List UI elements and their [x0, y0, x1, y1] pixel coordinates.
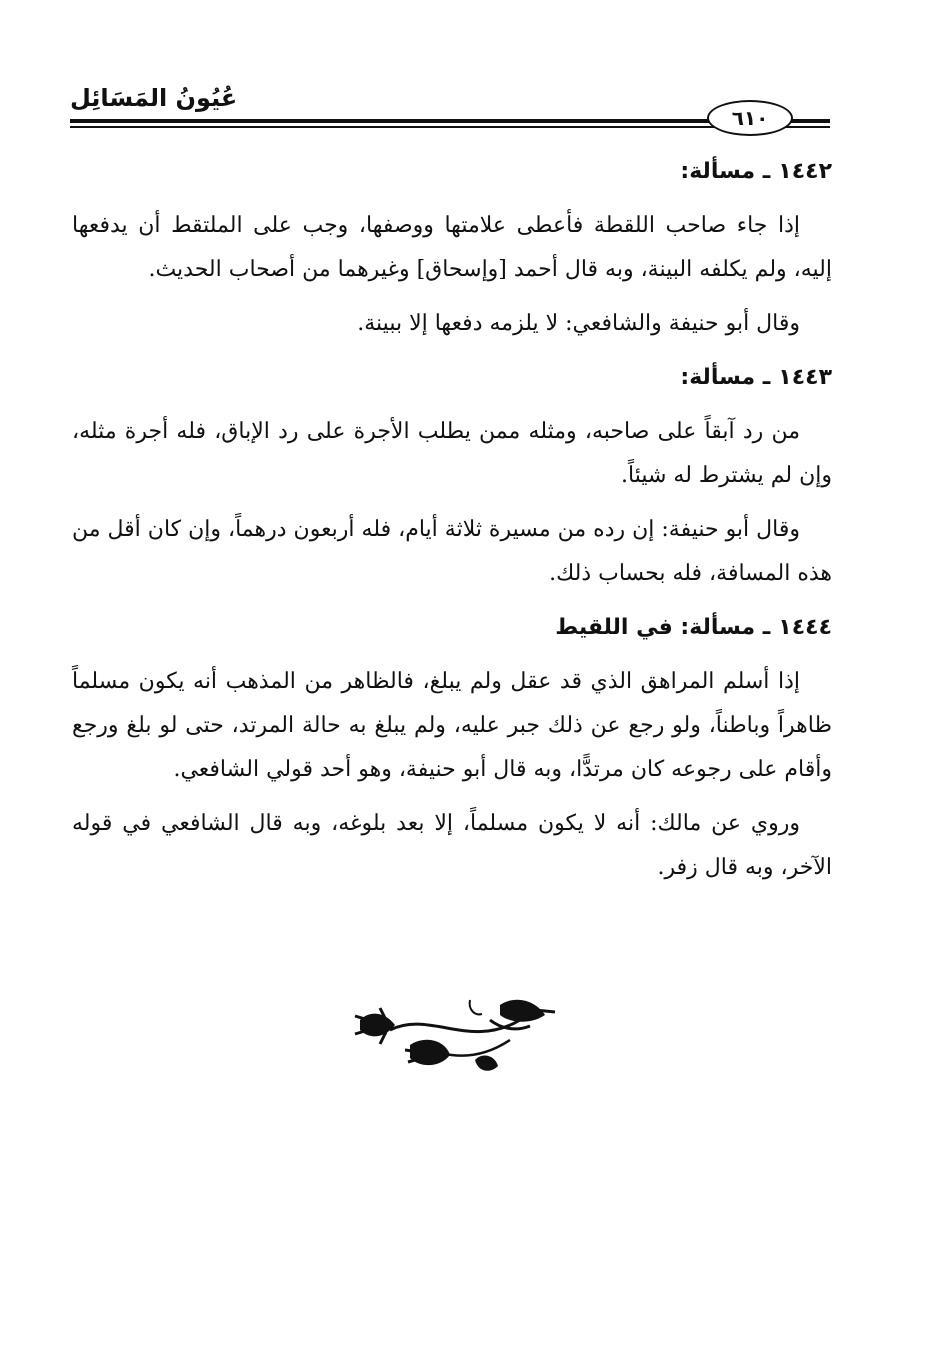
- paragraph: إذا أسلم المراهق الذي قد عقل ولم يبلغ، فالظاهر من المذهب أنه يكون مسلماً ظاهراً وباطناً، ولو رجع عن ذلك جبر عليه، ولم يبلغ به حالة المرتد، حتى لو بلغ ورجع وأقام على رجوعه كان مرتدًّا، وبه قال أبو حنيفة، وهو أحد قولي الشافعي.: [72, 669, 832, 782]
- issue-title: ـ مسألة:: [680, 159, 771, 184]
- issue-number: ١٤٤٢: [778, 159, 832, 184]
- issue-title: ـ مسألة: في اللقيط: [555, 615, 771, 640]
- paragraph: وروي عن مالك: أنه لا يكون مسلماً، إلا بعد بلوغه، وبه قال الشافعي في قوله الآخر، وبه قال زفر.: [72, 811, 832, 880]
- paragraph: من رد آبقاً على صاحبه، ومثله ممن يطلب الأجرة على رد الإباق، فله أجرة مثله، وإن لم يشترط له شيئاً.: [72, 419, 832, 488]
- page-body: [72, 150, 832, 900]
- running-head-title: عُيُونُ المَسَائِل: [70, 84, 238, 112]
- paragraph: إذا جاء صاحب اللقطة فأعطى علامتها ووصفها، وجب على الملتقط أن يدفعها إليه، ولم يكلفه البينة، وبه قال أحمد [وإسحاق] وغيرهما من أصحاب الحديث.: [72, 213, 832, 282]
- issue-heading: [72, 606, 832, 650]
- page-number-badge: [707, 100, 793, 136]
- issue-title: ـ مسألة:: [680, 365, 771, 390]
- page-number: ٦١٠: [731, 106, 769, 130]
- paragraph: وقال أبو حنيفة: إن رده من مسيرة ثلاثة أيام، فله أربعون درهماً، وإن كان أقل من هذه المسافة، فله بحساب ذلك.: [71, 517, 832, 586]
- issue-heading: [72, 356, 832, 400]
- issue-number: ١٤٤٤: [778, 615, 832, 640]
- issue-heading: [72, 150, 832, 194]
- floral-ornament-icon: [350, 990, 560, 1080]
- paragraph: وقال أبو حنيفة والشافعي: لا يلزمه دفعها إلا ببينة.: [357, 311, 800, 336]
- issue-number: ١٤٤٣: [778, 365, 832, 390]
